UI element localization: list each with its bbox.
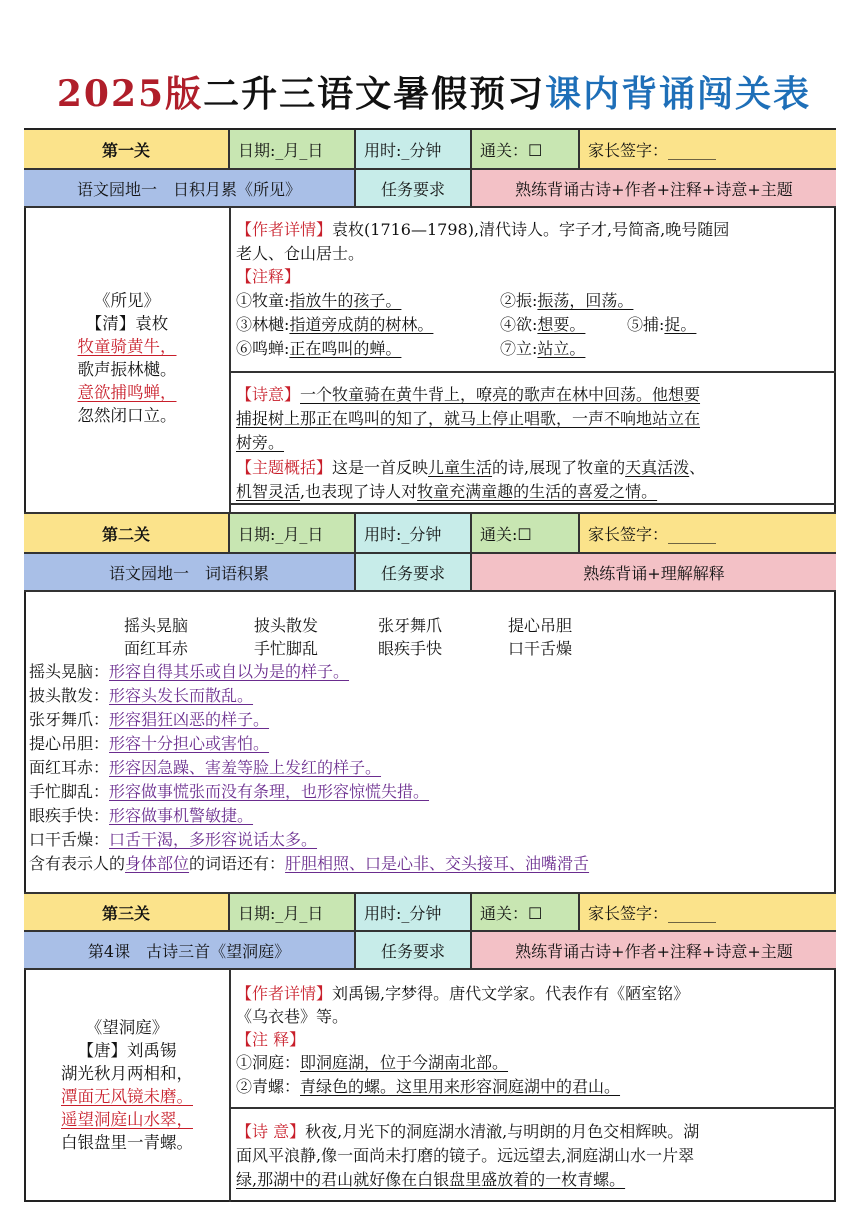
task-label: 任务要求 (356, 554, 472, 592)
divider (229, 371, 836, 373)
task-label: 任务要求 (356, 932, 472, 970)
notes-tag: 【注 释】 (236, 1030, 306, 1049)
meaning-line: 树旁。 (236, 433, 285, 452)
page-title (0, 66, 868, 117)
word-item: 摇头晃脑 (124, 616, 189, 635)
word-item: 张牙舞爪 (378, 616, 443, 635)
date-field[interactable]: 日期:_月_日 (230, 894, 356, 932)
definition-item: 摇头晃脑：形容自得其乐或自以为是的样子。 (29, 662, 350, 681)
word-item: 眼疾手快 (378, 639, 443, 658)
note-item: ③林樾:指道旁成荫的树林。 (236, 315, 434, 334)
notes-tag: 【注释】 (236, 267, 301, 286)
poem-line: 牧童骑黄牛， (77, 337, 177, 356)
pass-checkbox[interactable]: 通关：☐ (472, 130, 580, 170)
note-item: ①洞庭：即洞庭湖，位于今湖南北部。 (236, 1053, 509, 1072)
meaning-line: 【诗意】一个牧童骑在黄牛背上，嘹亮的歌声在林中回荡。他想要 (236, 385, 701, 404)
level3-header-row (24, 894, 836, 932)
word-item: 面红耳赤 (124, 639, 189, 658)
definition-item: 披头散发：形容头发长而散乱。 (29, 686, 254, 705)
poem-line: 潭面无风镜未磨。 (61, 1087, 193, 1106)
definition-item: 手忙脚乱：形容做事慌张而没有条理，也形容惊慌失措。 (29, 782, 430, 801)
word-item: 口干舌燥 (508, 639, 573, 658)
title-year: 2025版 (56, 73, 204, 115)
parent-signature-field[interactable]: 家长签字：______ (580, 130, 836, 170)
poem-line: 意欲捕鸣蝉， (77, 383, 177, 402)
note-item: ⑦立:站立。 (500, 339, 586, 358)
level2-name: 第二关 (24, 514, 230, 554)
definition-item: 口干舌燥：口舌干渴，多形容说话太多。 (29, 830, 318, 849)
title-main: 二升三语文暑假预习 (203, 73, 546, 115)
theme-line: 【主题概括】这是一首反映儿童生活的诗,展现了牧童的天真活泼、 (236, 458, 706, 477)
poem-line: 忽然闭口立。 (77, 406, 177, 425)
poem-line: 遥望洞庭山水翠， (61, 1110, 193, 1129)
definition-item: 提心吊胆：形容十分担心或害怕。 (29, 734, 270, 753)
poem-author: 【清】袁枚 (85, 314, 169, 333)
poem-line: 歌声振林樾。 (77, 360, 177, 379)
author-line: 《乌衣巷》等。 (236, 1007, 349, 1026)
author-line: 老人、仓山居士。 (236, 244, 365, 263)
level1-header-row (24, 130, 836, 170)
poem-suojian (26, 289, 228, 427)
pass-checkbox[interactable]: 通关：☐ (472, 894, 580, 932)
level3-name: 第三关 (24, 894, 230, 932)
note-item: ②青螺：青绿色的螺。这里用来形容洞庭湖中的君山。 (236, 1077, 621, 1096)
time-field[interactable]: 用时:_分钟 (356, 514, 472, 554)
parent-signature-field[interactable]: 家长签字：______ (580, 894, 836, 932)
meaning-line: 面风平浪静,像一面尚未打磨的镜子。远远望去,洞庭湖山水一片翠 (236, 1146, 695, 1165)
poem-title: 《所见》 (94, 291, 160, 310)
level2-task-row (24, 554, 836, 592)
poem-title: 《望洞庭》 (85, 1018, 169, 1037)
meaning-line: 【诗 意】秋夜,月光下的洞庭湖水清澈,与明朗的月色交相辉映。湖 (236, 1122, 700, 1141)
level2-lesson: 语文园地一 词语积累 (24, 554, 356, 592)
author-line (236, 218, 729, 241)
parent-signature-field[interactable]: 家长签字：______ (580, 514, 836, 554)
time-field[interactable]: 用时:_分钟 (356, 130, 472, 170)
divider (229, 1107, 836, 1109)
theme-line: 机智灵活,也表现了诗人对牧童充满童趣的生活的喜爱之情。 (236, 482, 658, 501)
meaning-line: 捕捉树上那正在鸣叫的知了，就马上停止唱歌，一声不响地站立在 (236, 409, 701, 428)
level3-lesson: 第4课 古诗三首《望洞庭》 (24, 932, 356, 970)
word-item: 手忙脚乱 (254, 639, 319, 658)
level3-task-row (24, 932, 836, 970)
divider (229, 970, 231, 1202)
divider (229, 503, 836, 505)
date-field[interactable]: 日期:_月_日 (230, 514, 356, 554)
date-field[interactable]: 日期:_月_日 (230, 130, 356, 170)
level1-requirement: 熟练背诵古诗+作者+注释+诗意+主题 (472, 170, 836, 208)
word-item: 披头散发 (254, 616, 319, 635)
poem-line: 白银盘里一青螺。 (61, 1133, 193, 1152)
extra-words-line: 含有表示人的身体部位的词语还有：肝胆相照、口是心非、交头接耳、油嘴滑舌 (29, 854, 590, 873)
poem-author: 【唐】刘禹锡 (77, 1041, 177, 1060)
meaning-line: 绿,那湖中的君山就好像在白银盘里盛放着的一枚青螺。 (236, 1170, 626, 1189)
level1-lesson: 语文园地一 日积月累《所见》 (24, 170, 356, 208)
definition-item: 张牙舞爪：形容猖狂凶恶的样子。 (29, 710, 270, 729)
author-line: 【作者详情】刘禹锡,字梦得。唐代文学家。代表作有《陋室铭》 (236, 984, 690, 1003)
time-field[interactable]: 用时:_分钟 (356, 894, 472, 932)
definition-item: 眼疾手快：形容做事机警敏捷。 (29, 806, 254, 825)
poem-wangdongting (26, 1016, 228, 1154)
note-item: ④欲:想要。 (500, 315, 586, 334)
note-item: ②振:振荡，回荡。 (500, 291, 634, 310)
task-label: 任务要求 (356, 170, 472, 208)
pass-checkbox[interactable]: 通关:☐ (472, 514, 580, 554)
title-highlight: 课内背诵闯关表 (545, 73, 812, 115)
level3-requirement: 熟练背诵古诗+作者+注释+诗意+主题 (472, 932, 836, 970)
level1-task-row (24, 170, 836, 208)
word-item: 提心吊胆 (508, 616, 573, 635)
poem-line: 湖光秋月两相和， (61, 1064, 193, 1083)
divider (229, 208, 231, 513)
level2-header-row (24, 514, 836, 554)
level1-name: 第一关 (24, 130, 230, 170)
note-item: ⑥鸣蝉:正在鸣叫的蝉。 (236, 339, 402, 358)
level2-requirement: 熟练背诵+理解解释 (472, 554, 836, 592)
note-item: ①牧童:指放牛的孩子。 (236, 291, 402, 310)
author-tag: 【作者详情】 (236, 220, 333, 239)
note-item: ⑤捕:捉。 (627, 315, 697, 334)
author-text: 袁枚(1716—1798),清代诗人。字子才,号简斋,晚号随园 (332, 220, 730, 239)
definition-item: 面红耳赤：形容因急躁、害羞等脸上发红的样子。 (29, 758, 382, 777)
